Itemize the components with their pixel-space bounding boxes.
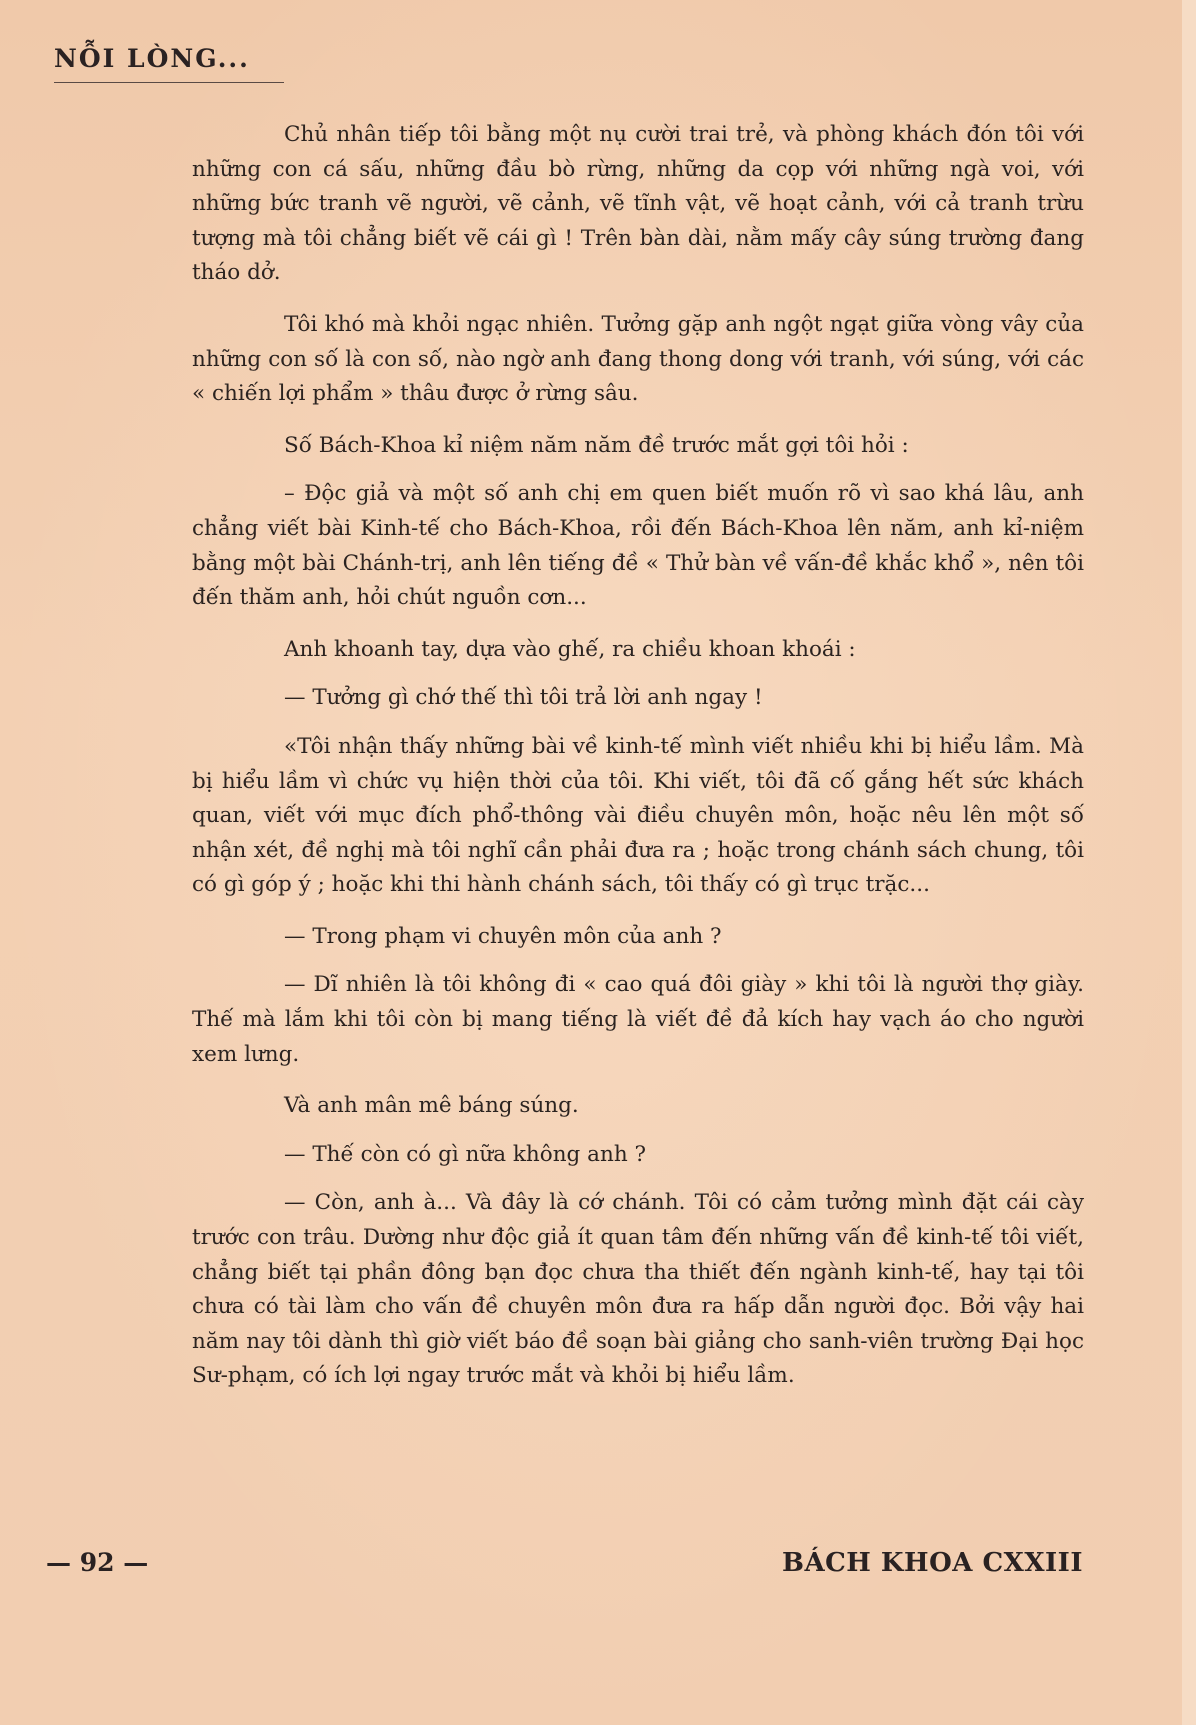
paragraph: Và anh mân mê báng súng. — [284, 1093, 579, 1119]
paragraph: – Độc giả và một số anh chị em quen biết muốn rõ vì sao khá lâu, anh chẳng viết bài Kinh-tế cho Bách-Khoa, rồi đến Bách-Khoa lên năm, anh kỉ-niệm bằng một bài Chánh-trị, anh lên tiếng đề « Thử bàn về vấn-đề khắc khổ », nên tôi đến thăm anh, hỏi chút nguồn cơn... — [192, 481, 1084, 611]
paragraph: «Tôi nhận thấy những bài về kinh-tế mình viết nhiều khi bị hiểu lầm. Mà bị hiểu lầm vì chức vụ hiện thời của tôi. Khi viết, tôi đã cố gắng hết sức khách quan, viết với mục đích phổ-thông vài điều chuyên môn, hoặc nêu lên một số nhận xét, đề nghị mà tôi nghĩ cần phải đưa ra ; hoặc trong chánh sách chung, tôi có gì góp ý ; hoặc khi thi hành chánh sách, tôi thấy có gì trục trặc... — [192, 733, 1084, 898]
paragraph: — Tưởng gì chớ thế thì tôi trả lời anh ngay ! — [284, 685, 763, 711]
paragraph: Chủ nhân tiếp tôi bằng một nụ cười trai trẻ, và phòng khách đón tôi với những con cá sấu, những đầu bò rừng, những da cọp với những ngà voi, với những bức tranh vẽ người, vẽ cảnh, vẽ tĩnh vật, vẽ hoạt cảnh, với cả tranh trừu tượng mà tôi chẳng biết vẽ cái gì ! Trên bàn dài, nằm mấy cây súng trường đang tháo dở. — [192, 122, 1084, 286]
paragraph: — Thế còn có gì nữa không anh ? — [284, 1141, 647, 1167]
page-number: — 92 — — [46, 1548, 149, 1577]
paragraph: Tôi khó mà khỏi ngạc nhiên. Tưởng gặp anh ngột ngạt giữa vòng vây của những con số là con số, nào ngờ anh đang thong dong với tranh, với súng, với các « chiến lợi phẩm » thâu được ở rừng sâu. — [192, 311, 1084, 407]
paragraph: — Dĩ nhiên là tôi không đi « cao quá đôi giày » khi tôi là người thợ giày. Thế mà lắm khi tôi còn bị mang tiếng là viết đề đả kích hay vạch áo cho người xem lưng. — [192, 972, 1084, 1067]
journal-title: BÁCH KHOA CXXIII — [781, 1548, 1083, 1578]
running-title: NỖI LÒNG... — [54, 44, 250, 73]
article-body — [192, 118, 1084, 1411]
page-edge — [1182, 0, 1196, 1725]
paragraph: — Trong phạm vi chuyên môn của anh ? — [284, 923, 722, 949]
paragraph: Anh khoanh tay, dựa vào ghế, ra chiều khoan khoái : — [284, 636, 856, 662]
paragraph: Số Bách-Khoa kỉ niệm năm năm đề trước mắt gợi tôi hỏi : — [284, 432, 909, 458]
paragraph: — Còn, anh à... Và đây là cớ chánh. Tôi có cảm tưởng mình đặt cái cày trước con trâu. Dường như độc giả ít quan tâm đến những vấn đề kinh-tế tôi viết, chẳng biết tại phần đông bạn đọc chưa tha thiết đến ngành kinh-tế, hay tại tôi chưa có tài làm cho vấn đề chuyên môn đưa ra hấp dẫn người đọc. Bởi vậy hai năm nay tôi dành thì giờ viết báo đề soạn bài giảng cho sanh-viên trường Đại học Sư-phạm, có ích lợi ngay trước mắt và khỏi bị hiểu lầm. — [192, 1190, 1084, 1389]
running-title-underline — [54, 82, 284, 83]
